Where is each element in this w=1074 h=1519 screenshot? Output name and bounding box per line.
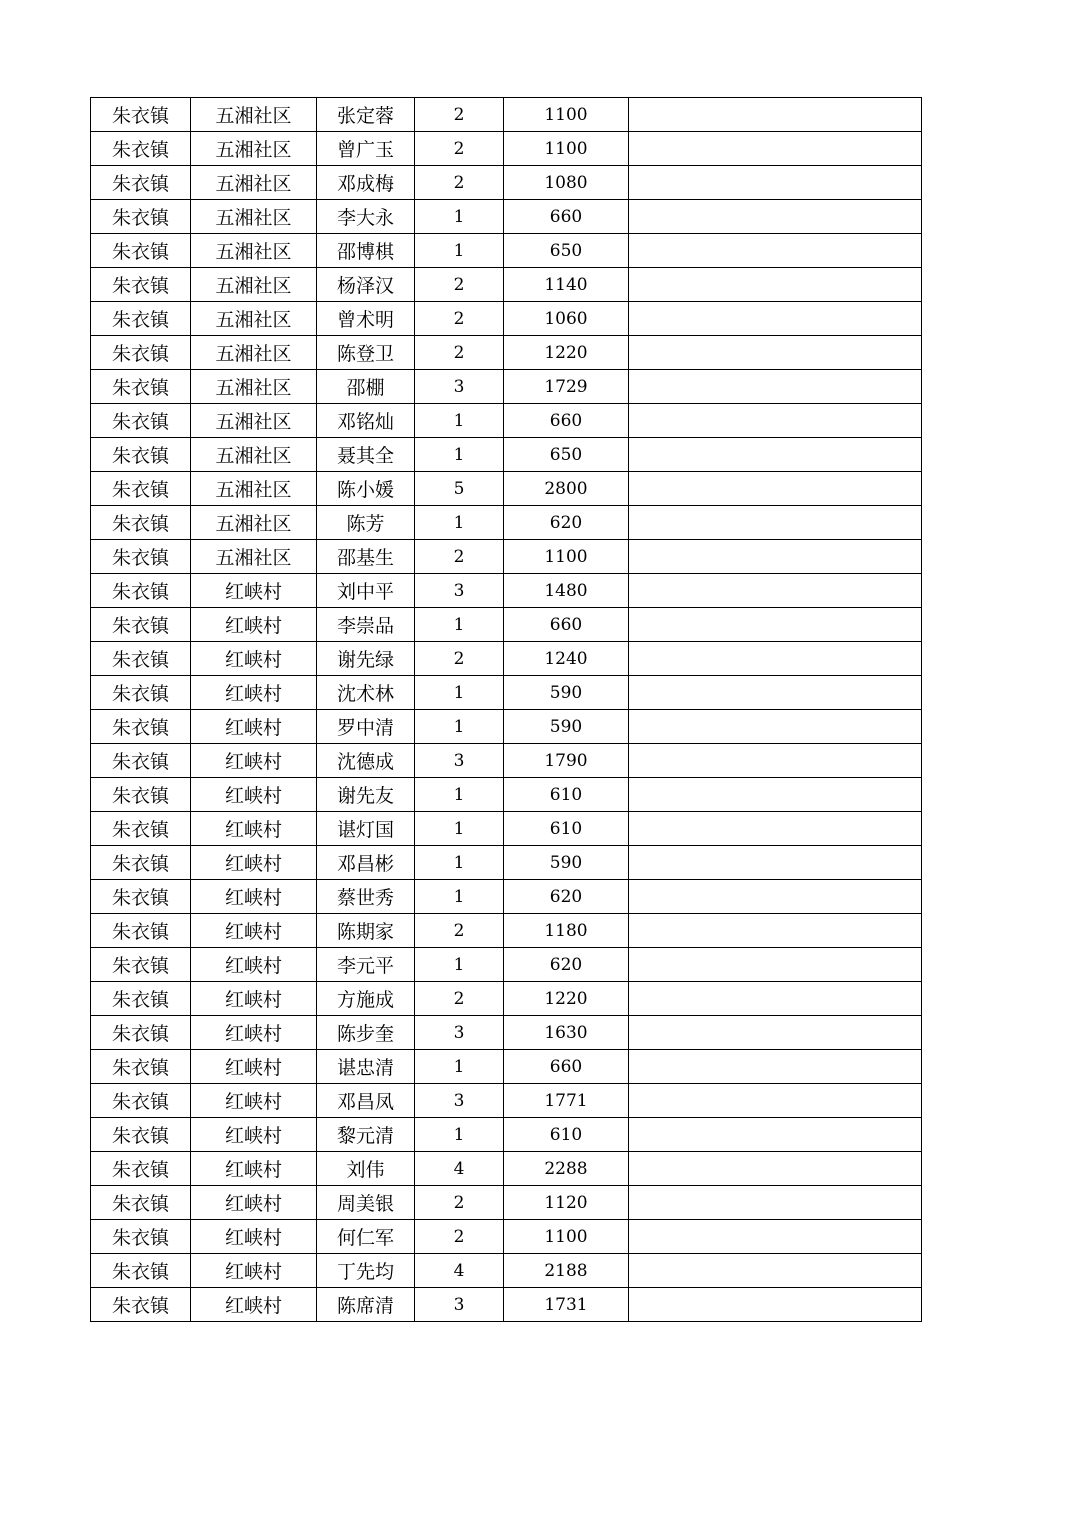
amount-cell: 1100 (504, 98, 629, 132)
table-row (91, 200, 922, 234)
town-cell: 朱衣镇 (91, 1220, 191, 1254)
table-row (91, 880, 922, 914)
town-cell: 朱衣镇 (91, 778, 191, 812)
amount-cell: 590 (504, 676, 629, 710)
table-row (91, 812, 922, 846)
town-cell: 朱衣镇 (91, 608, 191, 642)
name-cell: 李元平 (317, 948, 415, 982)
town-cell: 朱衣镇 (91, 472, 191, 506)
town-cell: 朱衣镇 (91, 1016, 191, 1050)
household-count-cell: 1 (415, 1118, 504, 1152)
name-cell: 刘伟 (317, 1152, 415, 1186)
table-row (91, 370, 922, 404)
household-count-cell: 5 (415, 472, 504, 506)
village-cell: 红峡村 (191, 880, 317, 914)
town-cell: 朱衣镇 (91, 574, 191, 608)
town-cell: 朱衣镇 (91, 1186, 191, 1220)
table-row (91, 1288, 922, 1322)
household-count-cell: 2 (415, 1186, 504, 1220)
village-cell: 红峡村 (191, 574, 317, 608)
town-cell: 朱衣镇 (91, 132, 191, 166)
town-cell: 朱衣镇 (91, 370, 191, 404)
village-cell: 红峡村 (191, 1050, 317, 1084)
name-cell: 何仁军 (317, 1220, 415, 1254)
note-cell (629, 812, 922, 846)
village-cell: 五湘社区 (191, 200, 317, 234)
town-cell: 朱衣镇 (91, 846, 191, 880)
table-row (91, 404, 922, 438)
town-cell: 朱衣镇 (91, 506, 191, 540)
town-cell: 朱衣镇 (91, 642, 191, 676)
town-cell: 朱衣镇 (91, 200, 191, 234)
village-cell: 红峡村 (191, 642, 317, 676)
household-count-cell: 1 (415, 778, 504, 812)
table-row (91, 1186, 922, 1220)
table-row (91, 710, 922, 744)
name-cell: 陈期家 (317, 914, 415, 948)
note-cell (629, 1288, 922, 1322)
town-cell: 朱衣镇 (91, 676, 191, 710)
table-row (91, 1220, 922, 1254)
amount-cell: 620 (504, 880, 629, 914)
village-cell: 五湘社区 (191, 472, 317, 506)
amount-cell: 650 (504, 438, 629, 472)
amount-cell: 1100 (504, 132, 629, 166)
village-cell: 红峡村 (191, 1220, 317, 1254)
town-cell: 朱衣镇 (91, 710, 191, 744)
village-cell: 五湘社区 (191, 98, 317, 132)
amount-cell: 1080 (504, 166, 629, 200)
note-cell (629, 302, 922, 336)
town-cell: 朱衣镇 (91, 880, 191, 914)
village-cell: 红峡村 (191, 778, 317, 812)
amount-cell: 660 (504, 404, 629, 438)
household-count-cell: 1 (415, 948, 504, 982)
note-cell (629, 506, 922, 540)
table-row (91, 336, 922, 370)
note-cell (629, 982, 922, 1016)
roster-table-body (91, 98, 922, 1322)
village-cell: 五湘社区 (191, 438, 317, 472)
name-cell: 李崇品 (317, 608, 415, 642)
roster-table (90, 97, 922, 1322)
town-cell: 朱衣镇 (91, 982, 191, 1016)
name-cell: 陈芳 (317, 506, 415, 540)
note-cell (629, 574, 922, 608)
amount-cell: 660 (504, 1050, 629, 1084)
town-cell: 朱衣镇 (91, 1084, 191, 1118)
name-cell: 丁先均 (317, 1254, 415, 1288)
household-count-cell: 3 (415, 744, 504, 778)
village-cell: 红峡村 (191, 1084, 317, 1118)
table-row (91, 914, 922, 948)
household-count-cell: 1 (415, 234, 504, 268)
note-cell (629, 778, 922, 812)
amount-cell: 610 (504, 1118, 629, 1152)
table-row (91, 268, 922, 302)
table-row (91, 234, 922, 268)
amount-cell: 620 (504, 948, 629, 982)
table-row (91, 1016, 922, 1050)
name-cell: 邵博棋 (317, 234, 415, 268)
village-cell: 五湘社区 (191, 540, 317, 574)
amount-cell: 610 (504, 812, 629, 846)
household-count-cell: 1 (415, 1050, 504, 1084)
village-cell: 五湘社区 (191, 234, 317, 268)
village-cell: 五湘社区 (191, 268, 317, 302)
table-row (91, 574, 922, 608)
household-count-cell: 2 (415, 1220, 504, 1254)
amount-cell: 1771 (504, 1084, 629, 1118)
village-cell: 五湘社区 (191, 370, 317, 404)
amount-cell: 1220 (504, 336, 629, 370)
town-cell: 朱衣镇 (91, 268, 191, 302)
name-cell: 邓成梅 (317, 166, 415, 200)
name-cell: 沈术林 (317, 676, 415, 710)
town-cell: 朱衣镇 (91, 948, 191, 982)
name-cell: 方施成 (317, 982, 415, 1016)
note-cell (629, 336, 922, 370)
name-cell: 杨泽汉 (317, 268, 415, 302)
table-row (91, 778, 922, 812)
table-row (91, 846, 922, 880)
amount-cell: 1240 (504, 642, 629, 676)
note-cell (629, 370, 922, 404)
household-count-cell: 3 (415, 1016, 504, 1050)
amount-cell: 2288 (504, 1152, 629, 1186)
note-cell (629, 608, 922, 642)
village-cell: 五湘社区 (191, 506, 317, 540)
table-row (91, 166, 922, 200)
note-cell (629, 1084, 922, 1118)
amount-cell: 1790 (504, 744, 629, 778)
household-count-cell: 1 (415, 506, 504, 540)
household-count-cell: 1 (415, 880, 504, 914)
note-cell (629, 268, 922, 302)
household-count-cell: 2 (415, 132, 504, 166)
household-count-cell: 1 (415, 200, 504, 234)
name-cell: 谌灯国 (317, 812, 415, 846)
name-cell: 沈德成 (317, 744, 415, 778)
amount-cell: 1120 (504, 1186, 629, 1220)
village-cell: 红峡村 (191, 676, 317, 710)
table-row (91, 1050, 922, 1084)
household-count-cell: 3 (415, 1288, 504, 1322)
household-count-cell: 2 (415, 914, 504, 948)
village-cell: 红峡村 (191, 1288, 317, 1322)
note-cell (629, 540, 922, 574)
note-cell (629, 200, 922, 234)
table-row (91, 676, 922, 710)
household-count-cell: 2 (415, 268, 504, 302)
table-row (91, 948, 922, 982)
household-count-cell: 4 (415, 1254, 504, 1288)
table-row (91, 744, 922, 778)
village-cell: 五湘社区 (191, 132, 317, 166)
village-cell: 红峡村 (191, 1186, 317, 1220)
name-cell: 陈登卫 (317, 336, 415, 370)
town-cell: 朱衣镇 (91, 1152, 191, 1186)
name-cell: 李大永 (317, 200, 415, 234)
town-cell: 朱衣镇 (91, 438, 191, 472)
note-cell (629, 166, 922, 200)
amount-cell: 1731 (504, 1288, 629, 1322)
town-cell: 朱衣镇 (91, 914, 191, 948)
amount-cell: 660 (504, 200, 629, 234)
name-cell: 周美银 (317, 1186, 415, 1220)
household-count-cell: 2 (415, 166, 504, 200)
amount-cell: 660 (504, 608, 629, 642)
town-cell: 朱衣镇 (91, 540, 191, 574)
name-cell: 陈小媛 (317, 472, 415, 506)
town-cell: 朱衣镇 (91, 812, 191, 846)
village-cell: 红峡村 (191, 982, 317, 1016)
name-cell: 邵棚 (317, 370, 415, 404)
amount-cell: 1140 (504, 268, 629, 302)
name-cell: 聂其全 (317, 438, 415, 472)
table-row (91, 1118, 922, 1152)
table-row (91, 132, 922, 166)
name-cell: 邵基生 (317, 540, 415, 574)
amount-cell: 1630 (504, 1016, 629, 1050)
amount-cell: 1729 (504, 370, 629, 404)
table-row (91, 642, 922, 676)
town-cell: 朱衣镇 (91, 1288, 191, 1322)
note-cell (629, 1220, 922, 1254)
village-cell: 红峡村 (191, 1254, 317, 1288)
village-cell: 红峡村 (191, 914, 317, 948)
household-count-cell: 1 (415, 846, 504, 880)
table-row (91, 1254, 922, 1288)
name-cell: 陈步奎 (317, 1016, 415, 1050)
town-cell: 朱衣镇 (91, 1118, 191, 1152)
note-cell (629, 1050, 922, 1084)
village-cell: 红峡村 (191, 744, 317, 778)
town-cell: 朱衣镇 (91, 98, 191, 132)
name-cell: 曾术明 (317, 302, 415, 336)
name-cell: 谌忠清 (317, 1050, 415, 1084)
village-cell: 五湘社区 (191, 302, 317, 336)
household-count-cell: 2 (415, 540, 504, 574)
town-cell: 朱衣镇 (91, 1254, 191, 1288)
name-cell: 曾广玉 (317, 132, 415, 166)
village-cell: 五湘社区 (191, 166, 317, 200)
household-count-cell: 3 (415, 1084, 504, 1118)
amount-cell: 1060 (504, 302, 629, 336)
note-cell (629, 880, 922, 914)
amount-cell: 2188 (504, 1254, 629, 1288)
note-cell (629, 642, 922, 676)
household-count-cell: 3 (415, 574, 504, 608)
town-cell: 朱衣镇 (91, 166, 191, 200)
household-count-cell: 1 (415, 710, 504, 744)
note-cell (629, 404, 922, 438)
household-count-cell: 2 (415, 302, 504, 336)
household-count-cell: 2 (415, 336, 504, 370)
amount-cell: 1480 (504, 574, 629, 608)
village-cell: 五湘社区 (191, 404, 317, 438)
name-cell: 邓昌凤 (317, 1084, 415, 1118)
table-row (91, 1152, 922, 1186)
name-cell: 罗中清 (317, 710, 415, 744)
table-row (91, 98, 922, 132)
household-count-cell: 1 (415, 676, 504, 710)
table-row (91, 472, 922, 506)
village-cell: 红峡村 (191, 1152, 317, 1186)
note-cell (629, 132, 922, 166)
note-cell (629, 914, 922, 948)
name-cell: 邓昌彬 (317, 846, 415, 880)
note-cell (629, 1016, 922, 1050)
note-cell (629, 1254, 922, 1288)
name-cell: 邓铭灿 (317, 404, 415, 438)
note-cell (629, 710, 922, 744)
table-row (91, 302, 922, 336)
note-cell (629, 744, 922, 778)
village-cell: 红峡村 (191, 812, 317, 846)
household-count-cell: 1 (415, 404, 504, 438)
note-cell (629, 1186, 922, 1220)
amount-cell: 1220 (504, 982, 629, 1016)
name-cell: 刘中平 (317, 574, 415, 608)
household-count-cell: 2 (415, 642, 504, 676)
amount-cell: 1180 (504, 914, 629, 948)
note-cell (629, 676, 922, 710)
table-row (91, 1084, 922, 1118)
note-cell (629, 948, 922, 982)
name-cell: 黎元清 (317, 1118, 415, 1152)
amount-cell: 650 (504, 234, 629, 268)
town-cell: 朱衣镇 (91, 744, 191, 778)
name-cell: 谢先友 (317, 778, 415, 812)
village-cell: 红峡村 (191, 846, 317, 880)
household-count-cell: 2 (415, 982, 504, 1016)
amount-cell: 2800 (504, 472, 629, 506)
name-cell: 陈席清 (317, 1288, 415, 1322)
household-count-cell: 4 (415, 1152, 504, 1186)
village-cell: 红峡村 (191, 1016, 317, 1050)
village-cell: 红峡村 (191, 948, 317, 982)
amount-cell: 590 (504, 710, 629, 744)
amount-cell: 1100 (504, 1220, 629, 1254)
note-cell (629, 846, 922, 880)
town-cell: 朱衣镇 (91, 1050, 191, 1084)
village-cell: 红峡村 (191, 608, 317, 642)
note-cell (629, 98, 922, 132)
table-row (91, 438, 922, 472)
table-row (91, 540, 922, 574)
table-row (91, 506, 922, 540)
household-count-cell: 3 (415, 370, 504, 404)
village-cell: 红峡村 (191, 710, 317, 744)
note-cell (629, 1152, 922, 1186)
town-cell: 朱衣镇 (91, 234, 191, 268)
note-cell (629, 234, 922, 268)
household-count-cell: 1 (415, 608, 504, 642)
name-cell: 蔡世秀 (317, 880, 415, 914)
village-cell: 红峡村 (191, 1118, 317, 1152)
amount-cell: 590 (504, 846, 629, 880)
amount-cell: 620 (504, 506, 629, 540)
village-cell: 五湘社区 (191, 336, 317, 370)
town-cell: 朱衣镇 (91, 302, 191, 336)
amount-cell: 1100 (504, 540, 629, 574)
household-count-cell: 1 (415, 812, 504, 846)
table-row (91, 982, 922, 1016)
note-cell (629, 1118, 922, 1152)
table-row (91, 608, 922, 642)
name-cell: 张定蓉 (317, 98, 415, 132)
note-cell (629, 472, 922, 506)
amount-cell: 610 (504, 778, 629, 812)
town-cell: 朱衣镇 (91, 336, 191, 370)
household-count-cell: 1 (415, 438, 504, 472)
household-count-cell: 2 (415, 98, 504, 132)
note-cell (629, 438, 922, 472)
town-cell: 朱衣镇 (91, 404, 191, 438)
name-cell: 谢先绿 (317, 642, 415, 676)
